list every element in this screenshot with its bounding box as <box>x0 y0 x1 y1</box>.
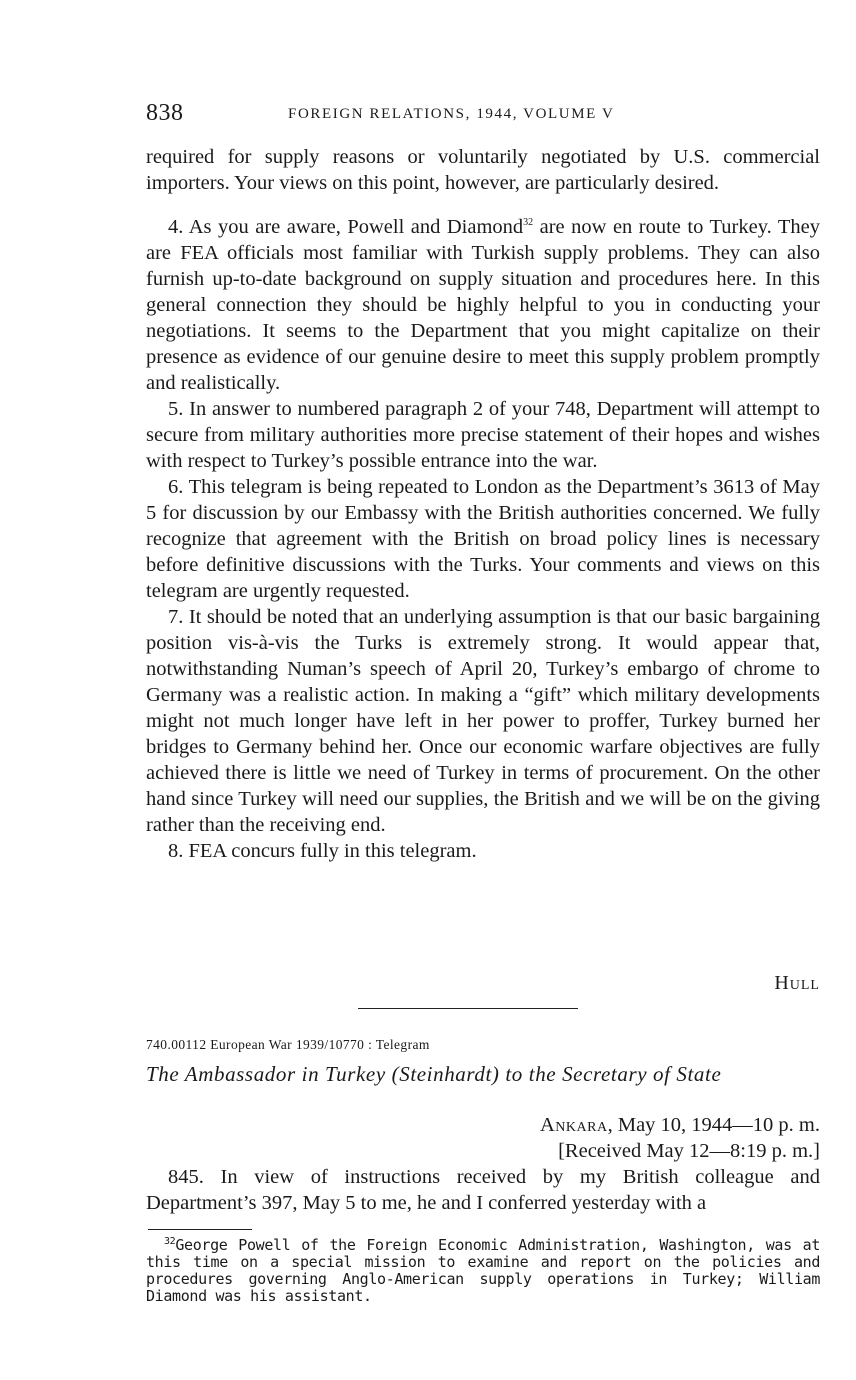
dateline-sent <box>420 1112 820 1138</box>
footnote-text: George Powell of the Foreign Economic Administration, Washington, was at this time on a special mission to examine and report on the policies and procedures governing Anglo-American supply operations in Turkey; William Diamond was his assistant. <box>146 1236 820 1305</box>
paragraph-4 <box>146 214 820 396</box>
page-header <box>146 100 822 130</box>
message-opening-paragraph: 845. In view of instructions received by my British colleague and Department’s 397, May 5 to me, he and I conferred yesterday with a <box>146 1166 820 1214</box>
dateline-place: Ankara <box>540 1114 608 1136</box>
paragraph-5: 5. In answer to numbered paragraph 2 of your 748, Department will attempt to secure from military authorities more precise statement of their hopes and wishes with respect to Turkey’s possible entrance into the war. <box>146 398 820 472</box>
running-head: FOREIGN RELATIONS, 1944, VOLUME V <box>288 106 615 122</box>
footnote-reference[interactable]: 32 <box>523 217 534 229</box>
dateline-date: , May 10, 1944—10 p. m. <box>607 1114 820 1136</box>
page-number: 838 <box>146 100 184 126</box>
footnote-divider <box>148 1229 252 1230</box>
paragraph-4-start: 4. As you are aware, Powell and Diamond <box>168 216 524 238</box>
dateline <box>420 1112 820 1164</box>
dateline-received: [Received May 12—8:19 p. m.] <box>558 1140 820 1162</box>
footnote-marker: 32 <box>164 1236 176 1247</box>
paragraph-4-rest: are now en route to Turkey. They are FEA officials most familiar with Turkish supply problems. They can also furnish up-to-date background on supply situation and procedures here. In this general connection they should be highly helpful to you in conducting your negotiations. It seems to the Department that you might capitalize on their presence as evidence of our genuine desire to meet this supply problem promptly and realistically. <box>146 216 820 394</box>
continuation-paragraph: required for supply reasons or voluntarily negotiated by U.S. commercial importers. Your views on this point, however, are particularly desired. <box>146 146 820 194</box>
footnote <box>146 1237 820 1305</box>
document-title: The Ambassador in Turkey (Steinhardt) to the Secretary of State <box>146 1062 722 1086</box>
file-reference: 740.00112 European War 1939/10770 : Telegram <box>146 1037 430 1052</box>
telegram-body <box>146 144 820 864</box>
message-body <box>146 1164 820 1216</box>
paragraph-6: 6. This telegram is being repeated to London as the Department’s 3613 of May 5 for discussion by our Embassy with the British authorities concerned. We fully recognize that agreement with the British on broad policy lines is necessary before definitive discussions with the Turks. Your comments and views on this telegram are urgently requested. <box>146 476 820 602</box>
section-divider <box>358 1008 578 1009</box>
paragraph-7: 7. It should be noted that an underlying assumption is that our basic bargaining position vis-à-vis the Turks is extremely strong. It would appear that, notwithstanding Numan’s speech of April 20, Turkey’s embargo of chrome to Germany was a realistic action. In making a “gift” which military developments might not much longer have left in her power to proffer, Turkey burned her bridges to Germany behind her. Once our economic warfare objectives are fully achieved there is little we need of Turkey in terms of procurement. On the other hand since Turkey will need our supplies, the British and we will be on the giving rather than the receiving end. <box>146 606 820 836</box>
footnote-32 <box>146 1237 820 1305</box>
signature: Hull <box>774 972 820 994</box>
paragraph-8: 8. FEA concurs fully in this telegram. <box>168 840 477 862</box>
